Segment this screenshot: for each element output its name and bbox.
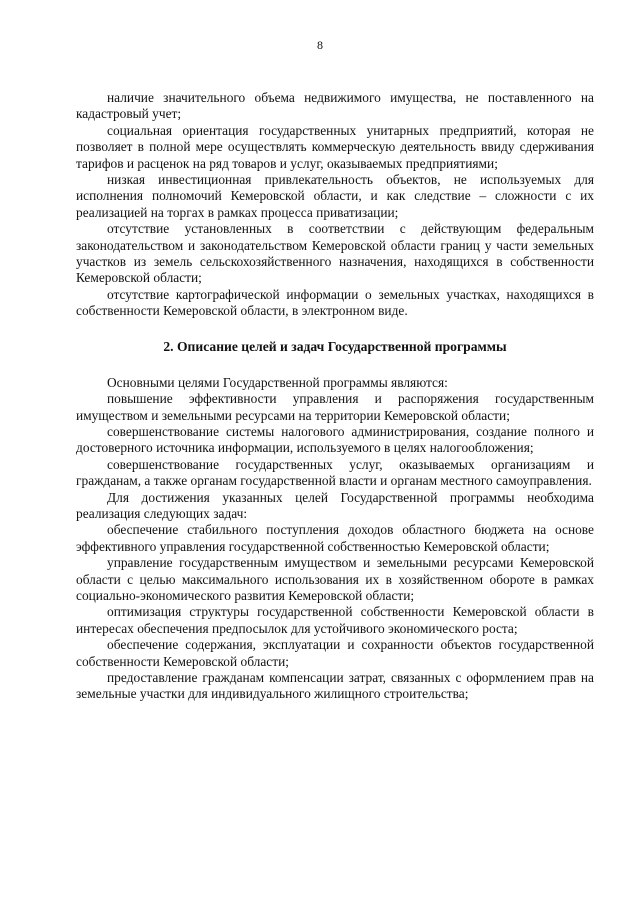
paragraph: Для достижения указанных целей Государственной программы необходима реализация следующих задач: [76,489,594,521]
paragraph: низкая инвестиционная привлекательность объектов, не используемых для исполнения полномочий Кемеровской области, и как следствие – сложности с их реализацией на торгах в рамках процесса приватизации; [76,172,594,220]
paragraph: совершенствование системы налогового администрирования, создание полного и достоверного источника информации, используемого в целях налогообложения; [76,423,594,456]
paragraph: наличие значительного объема недвижимого имущества, не поставленного на кадастровый учет; [76,90,594,122]
section-heading: 2. Описание целей и задач Государственной программы [163,338,507,354]
paragraph: Основными целями Государственной программы являются: [107,374,448,390]
paragraph: отсутствие картографической информации о земельных участках, находящихся в собственности Кемеровской области, в электронном виде. [76,286,594,319]
page-number: 8 [317,38,323,52]
paragraph: управление государственным имуществом и земельными ресурсами Кемеровской области с целью максимального использования их в хозяйственном обороте в рамках социально-экономического развития Кемеровской области; [76,555,594,603]
paragraph: предоставление гражданам компенсации затрат, связанных с оформлением прав на земельные участки для индивидуального жилищного строительства; [76,670,594,702]
paragraph: обеспечение стабильного поступления доходов областного бюджета на основе эффективного управления государственной собственностью Кемеровской области; [76,522,594,554]
paragraph: отсутствие установленных в соответствии с действующим федеральным законодательством и законодательством Кемеровской области границ у части земельных участков из земель сельскохозяйственного назначения, находящихся в собственности Кемеровской области; [76,221,594,286]
paragraph: повышение эффективности управления и распоряжения государственным имуществом и земельными ресурсами на территории Кемеровской области; [76,391,594,423]
paragraph: оптимизация структуры государственной собственности Кемеровской области в интересах обеспечения предпосылок для устойчивого экономического роста; [76,604,594,636]
paragraph: социальная ориентация государственных унитарных предприятий, которая не позволяет в полной мере осуществлять коммерческую деятельность ввиду сдерживания тарифов и расценок на ряд товаров и услуг, оказываемых предприятиями; [76,122,594,171]
document-body [76,90,594,703]
paragraph: совершенствование государственных услуг, оказываемых организациям и гражданам, а также органам государственной власти и органам местного самоуправления. [76,456,594,489]
paragraph: обеспечение содержания, эксплуатации и сохранности объектов государственной собственности Кемеровской области; [76,637,594,669]
